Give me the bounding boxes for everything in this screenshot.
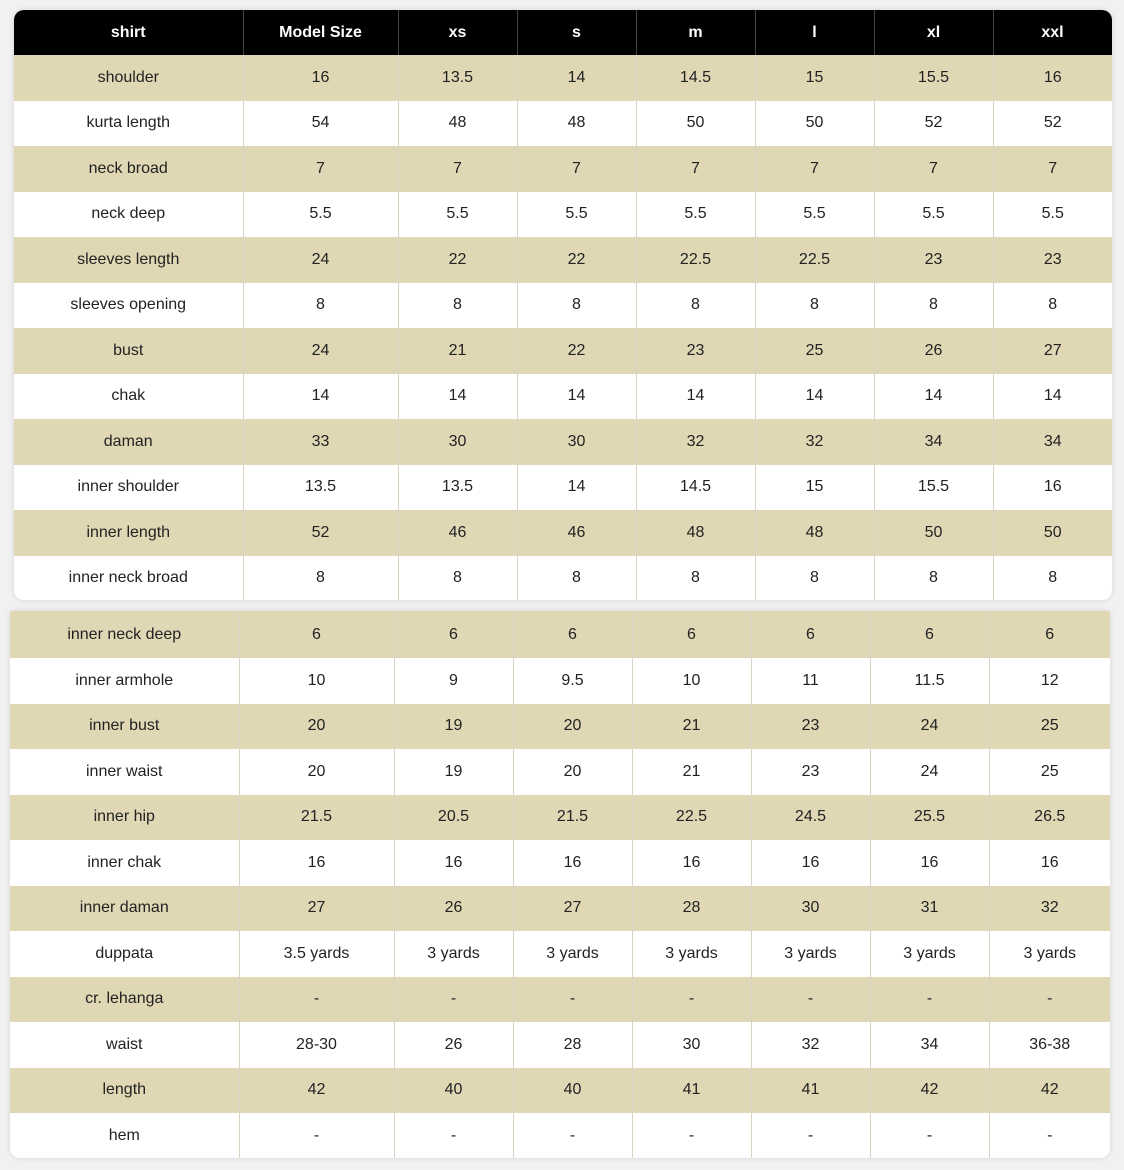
cell-inner-shoulder-xl: 15.5 xyxy=(874,465,993,511)
cell-inner-neck-deep-m: 6 xyxy=(632,611,751,658)
cell-inner-chak-l: 16 xyxy=(751,840,870,886)
row-label-inner-chak: inner chak xyxy=(10,840,239,886)
table-row xyxy=(10,1113,1110,1158)
cell-inner-neck-deep-model-size: 6 xyxy=(239,611,394,658)
cell-inner-hip-m: 22.5 xyxy=(632,795,751,841)
row-label-hem: hem xyxy=(10,1113,239,1158)
table-row xyxy=(10,704,1110,750)
cell-neck-deep-l: 5.5 xyxy=(755,192,874,238)
cell-inner-neck-deep-s: 6 xyxy=(513,611,632,658)
cell-duppata-xxl: 3 yards xyxy=(989,931,1110,977)
table-row xyxy=(10,886,1110,932)
cell-inner-length-xxl: 50 xyxy=(993,510,1112,556)
row-label-waist: waist xyxy=(10,1022,239,1068)
cell-inner-shoulder-m: 14.5 xyxy=(636,465,755,511)
cell-inner-armhole-s: 9.5 xyxy=(513,658,632,704)
cell-kurta-length-xl: 52 xyxy=(874,101,993,147)
cell-inner-length-m: 48 xyxy=(636,510,755,556)
cell-duppata-xl: 3 yards xyxy=(870,931,989,977)
cell-neck-deep-m: 5.5 xyxy=(636,192,755,238)
cell-inner-waist-xl: 24 xyxy=(870,749,989,795)
column-header-shirt: shirt xyxy=(14,10,243,55)
cell-inner-shoulder-l: 15 xyxy=(755,465,874,511)
table-row xyxy=(14,374,1112,420)
cell-waist-s: 28 xyxy=(513,1022,632,1068)
cell-neck-deep-xs: 5.5 xyxy=(398,192,517,238)
cell-hem-model-size: - xyxy=(239,1113,394,1158)
row-label-inner-bust: inner bust xyxy=(10,704,239,750)
table-row xyxy=(10,931,1110,977)
cell-inner-length-l: 48 xyxy=(755,510,874,556)
cell-inner-daman-m: 28 xyxy=(632,886,751,932)
cell-kurta-length-model-size: 54 xyxy=(243,101,398,147)
cell-chak-s: 14 xyxy=(517,374,636,420)
cell-cr-lehanga-s: - xyxy=(513,977,632,1023)
cell-inner-bust-m: 21 xyxy=(632,704,751,750)
cell-bust-model-size: 24 xyxy=(243,328,398,374)
cell-cr-lehanga-model-size: - xyxy=(239,977,394,1023)
cell-waist-xs: 26 xyxy=(394,1022,513,1068)
cell-inner-neck-broad-l: 8 xyxy=(755,556,874,601)
cell-sleeves-length-model-size: 24 xyxy=(243,237,398,283)
row-label-bust: bust xyxy=(14,328,243,374)
cell-duppata-m: 3 yards xyxy=(632,931,751,977)
cell-neck-deep-xxl: 5.5 xyxy=(993,192,1112,238)
table-row xyxy=(14,419,1112,465)
table-row xyxy=(14,192,1112,238)
cell-duppata-model-size: 3.5 yards xyxy=(239,931,394,977)
cell-length-model-size: 42 xyxy=(239,1068,394,1114)
cell-inner-waist-s: 20 xyxy=(513,749,632,795)
cell-hem-xl: - xyxy=(870,1113,989,1158)
cell-shoulder-xxl: 16 xyxy=(993,55,1112,101)
cell-inner-length-model-size: 52 xyxy=(243,510,398,556)
cell-cr-lehanga-l: - xyxy=(751,977,870,1023)
cell-inner-neck-deep-xs: 6 xyxy=(394,611,513,658)
cell-inner-armhole-model-size: 10 xyxy=(239,658,394,704)
cell-shoulder-l: 15 xyxy=(755,55,874,101)
cell-daman-xxl: 34 xyxy=(993,419,1112,465)
cell-inner-shoulder-model-size: 13.5 xyxy=(243,465,398,511)
row-label-sleeves-opening: sleeves opening xyxy=(14,283,243,329)
cell-kurta-length-xxl: 52 xyxy=(993,101,1112,147)
table-row xyxy=(10,977,1110,1023)
cell-duppata-xs: 3 yards xyxy=(394,931,513,977)
cell-inner-chak-model-size: 16 xyxy=(239,840,394,886)
cell-daman-xs: 30 xyxy=(398,419,517,465)
cell-inner-neck-broad-xl: 8 xyxy=(874,556,993,601)
cell-sleeves-opening-xs: 8 xyxy=(398,283,517,329)
cell-bust-xxl: 27 xyxy=(993,328,1112,374)
cell-sleeves-length-xl: 23 xyxy=(874,237,993,283)
header-row xyxy=(14,10,1112,55)
cell-neck-deep-s: 5.5 xyxy=(517,192,636,238)
cell-daman-s: 30 xyxy=(517,419,636,465)
cell-duppata-s: 3 yards xyxy=(513,931,632,977)
cell-bust-xl: 26 xyxy=(874,328,993,374)
cell-shoulder-xs: 13.5 xyxy=(398,55,517,101)
cell-inner-daman-l: 30 xyxy=(751,886,870,932)
cell-kurta-length-xs: 48 xyxy=(398,101,517,147)
table-row xyxy=(10,840,1110,886)
row-label-inner-hip: inner hip xyxy=(10,795,239,841)
cell-inner-bust-l: 23 xyxy=(751,704,870,750)
cell-chak-xxl: 14 xyxy=(993,374,1112,420)
cell-length-m: 41 xyxy=(632,1068,751,1114)
cell-inner-waist-model-size: 20 xyxy=(239,749,394,795)
cell-kurta-length-m: 50 xyxy=(636,101,755,147)
cell-sleeves-opening-m: 8 xyxy=(636,283,755,329)
cell-shoulder-m: 14.5 xyxy=(636,55,755,101)
row-label-inner-daman: inner daman xyxy=(10,886,239,932)
cell-chak-l: 14 xyxy=(755,374,874,420)
cell-length-l: 41 xyxy=(751,1068,870,1114)
cell-neck-broad-s: 7 xyxy=(517,146,636,192)
cell-inner-length-s: 46 xyxy=(517,510,636,556)
cell-daman-xl: 34 xyxy=(874,419,993,465)
cell-sleeves-length-l: 22.5 xyxy=(755,237,874,283)
cell-hem-m: - xyxy=(632,1113,751,1158)
cell-hem-xxl: - xyxy=(989,1113,1110,1158)
table-row xyxy=(10,658,1110,704)
cell-inner-hip-xl: 25.5 xyxy=(870,795,989,841)
row-label-inner-shoulder: inner shoulder xyxy=(14,465,243,511)
cell-inner-hip-model-size: 21.5 xyxy=(239,795,394,841)
cell-neck-broad-xl: 7 xyxy=(874,146,993,192)
cell-cr-lehanga-xl: - xyxy=(870,977,989,1023)
cell-inner-shoulder-s: 14 xyxy=(517,465,636,511)
cell-daman-m: 32 xyxy=(636,419,755,465)
cell-neck-broad-m: 7 xyxy=(636,146,755,192)
cell-inner-neck-deep-l: 6 xyxy=(751,611,870,658)
cell-waist-model-size: 28-30 xyxy=(239,1022,394,1068)
table-row xyxy=(14,146,1112,192)
cell-inner-neck-deep-xl: 6 xyxy=(870,611,989,658)
cell-waist-xxl: 36-38 xyxy=(989,1022,1110,1068)
row-label-inner-armhole: inner armhole xyxy=(10,658,239,704)
cell-inner-shoulder-xxl: 16 xyxy=(993,465,1112,511)
table-row xyxy=(14,328,1112,374)
cell-neck-deep-model-size: 5.5 xyxy=(243,192,398,238)
size-chart-top-panel xyxy=(14,10,1112,600)
column-header-xl: xl xyxy=(874,10,993,55)
cell-inner-daman-xs: 26 xyxy=(394,886,513,932)
cell-inner-chak-xl: 16 xyxy=(870,840,989,886)
cell-inner-hip-l: 24.5 xyxy=(751,795,870,841)
cell-neck-broad-xs: 7 xyxy=(398,146,517,192)
cell-bust-m: 23 xyxy=(636,328,755,374)
cell-inner-daman-s: 27 xyxy=(513,886,632,932)
cell-inner-neck-broad-xxl: 8 xyxy=(993,556,1112,601)
cell-kurta-length-s: 48 xyxy=(517,101,636,147)
cell-sleeves-opening-s: 8 xyxy=(517,283,636,329)
cell-sleeves-opening-model-size: 8 xyxy=(243,283,398,329)
cell-chak-m: 14 xyxy=(636,374,755,420)
cell-neck-broad-xxl: 7 xyxy=(993,146,1112,192)
cell-inner-bust-model-size: 20 xyxy=(239,704,394,750)
cell-waist-m: 30 xyxy=(632,1022,751,1068)
column-header-l: l xyxy=(755,10,874,55)
cell-shoulder-model-size: 16 xyxy=(243,55,398,101)
cell-inner-bust-xs: 19 xyxy=(394,704,513,750)
size-chart-bottom-panel xyxy=(10,611,1110,1158)
cell-length-s: 40 xyxy=(513,1068,632,1114)
cell-sleeves-length-s: 22 xyxy=(517,237,636,283)
cell-inner-neck-broad-m: 8 xyxy=(636,556,755,601)
column-header-model-size: Model Size xyxy=(243,10,398,55)
cell-sleeves-length-m: 22.5 xyxy=(636,237,755,283)
row-label-inner-waist: inner waist xyxy=(10,749,239,795)
cell-inner-daman-xxl: 32 xyxy=(989,886,1110,932)
cell-inner-armhole-xxl: 12 xyxy=(989,658,1110,704)
cell-sleeves-length-xs: 22 xyxy=(398,237,517,283)
table-row xyxy=(10,611,1110,658)
cell-inner-hip-xs: 20.5 xyxy=(394,795,513,841)
cell-inner-daman-xl: 31 xyxy=(870,886,989,932)
row-label-neck-deep: neck deep xyxy=(14,192,243,238)
row-label-cr-lehanga: cr. lehanga xyxy=(10,977,239,1023)
cell-inner-armhole-xl: 11.5 xyxy=(870,658,989,704)
cell-hem-xs: - xyxy=(394,1113,513,1158)
cell-hem-l: - xyxy=(751,1113,870,1158)
cell-inner-chak-m: 16 xyxy=(632,840,751,886)
column-header-m: m xyxy=(636,10,755,55)
row-label-kurta-length: kurta length xyxy=(14,101,243,147)
cell-inner-armhole-xs: 9 xyxy=(394,658,513,704)
cell-sleeves-opening-xl: 8 xyxy=(874,283,993,329)
cell-waist-xl: 34 xyxy=(870,1022,989,1068)
cell-inner-chak-s: 16 xyxy=(513,840,632,886)
cell-sleeves-opening-xxl: 8 xyxy=(993,283,1112,329)
cell-bust-l: 25 xyxy=(755,328,874,374)
cell-waist-l: 32 xyxy=(751,1022,870,1068)
cell-inner-daman-model-size: 27 xyxy=(239,886,394,932)
column-header-xs: xs xyxy=(398,10,517,55)
table-row xyxy=(10,795,1110,841)
cell-inner-armhole-m: 10 xyxy=(632,658,751,704)
cell-neck-deep-xl: 5.5 xyxy=(874,192,993,238)
cell-inner-waist-xxl: 25 xyxy=(989,749,1110,795)
row-label-length: length xyxy=(10,1068,239,1114)
cell-chak-xs: 14 xyxy=(398,374,517,420)
cell-inner-waist-l: 23 xyxy=(751,749,870,795)
row-label-inner-length: inner length xyxy=(14,510,243,556)
table-row xyxy=(14,101,1112,147)
column-header-xxl: xxl xyxy=(993,10,1112,55)
table-row xyxy=(10,1022,1110,1068)
cell-inner-armhole-l: 11 xyxy=(751,658,870,704)
cell-daman-model-size: 33 xyxy=(243,419,398,465)
cell-inner-waist-m: 21 xyxy=(632,749,751,795)
table-row xyxy=(14,465,1112,511)
table-row xyxy=(14,55,1112,101)
row-label-sleeves-length: sleeves length xyxy=(14,237,243,283)
row-label-daman: daman xyxy=(14,419,243,465)
cell-length-xxl: 42 xyxy=(989,1068,1110,1114)
cell-shoulder-xl: 15.5 xyxy=(874,55,993,101)
cell-inner-length-xl: 50 xyxy=(874,510,993,556)
cell-sleeves-opening-l: 8 xyxy=(755,283,874,329)
table-row xyxy=(10,1068,1110,1114)
row-label-chak: chak xyxy=(14,374,243,420)
cell-inner-neck-broad-model-size: 8 xyxy=(243,556,398,601)
cell-bust-xs: 21 xyxy=(398,328,517,374)
row-label-neck-broad: neck broad xyxy=(14,146,243,192)
cell-inner-length-xs: 46 xyxy=(398,510,517,556)
table-row xyxy=(10,749,1110,795)
cell-duppata-l: 3 yards xyxy=(751,931,870,977)
cell-inner-chak-xxl: 16 xyxy=(989,840,1110,886)
cell-chak-model-size: 14 xyxy=(243,374,398,420)
size-chart-table-bottom xyxy=(10,611,1110,1158)
cell-inner-neck-deep-xxl: 6 xyxy=(989,611,1110,658)
cell-inner-bust-s: 20 xyxy=(513,704,632,750)
cell-cr-lehanga-m: - xyxy=(632,977,751,1023)
cell-sleeves-length-xxl: 23 xyxy=(993,237,1112,283)
cell-inner-neck-broad-s: 8 xyxy=(517,556,636,601)
cell-shoulder-s: 14 xyxy=(517,55,636,101)
row-label-inner-neck-deep: inner neck deep xyxy=(10,611,239,658)
cell-neck-broad-model-size: 7 xyxy=(243,146,398,192)
cell-inner-neck-broad-xs: 8 xyxy=(398,556,517,601)
cell-length-xs: 40 xyxy=(394,1068,513,1114)
row-label-shoulder: shoulder xyxy=(14,55,243,101)
cell-chak-xl: 14 xyxy=(874,374,993,420)
table-row xyxy=(14,283,1112,329)
cell-inner-bust-xxl: 25 xyxy=(989,704,1110,750)
cell-bust-s: 22 xyxy=(517,328,636,374)
row-label-duppata: duppata xyxy=(10,931,239,977)
cell-neck-broad-l: 7 xyxy=(755,146,874,192)
cell-kurta-length-l: 50 xyxy=(755,101,874,147)
table-row xyxy=(14,237,1112,283)
table-row xyxy=(14,556,1112,601)
cell-daman-l: 32 xyxy=(755,419,874,465)
column-header-s: s xyxy=(517,10,636,55)
cell-cr-lehanga-xs: - xyxy=(394,977,513,1023)
cell-cr-lehanga-xxl: - xyxy=(989,977,1110,1023)
cell-length-xl: 42 xyxy=(870,1068,989,1114)
cell-inner-shoulder-xs: 13.5 xyxy=(398,465,517,511)
row-label-inner-neck-broad: inner neck broad xyxy=(14,556,243,601)
cell-inner-waist-xs: 19 xyxy=(394,749,513,795)
cell-inner-bust-xl: 24 xyxy=(870,704,989,750)
size-chart-table-top xyxy=(14,10,1112,600)
cell-inner-chak-xs: 16 xyxy=(394,840,513,886)
table-row xyxy=(14,510,1112,556)
cell-hem-s: - xyxy=(513,1113,632,1158)
cell-inner-hip-xxl: 26.5 xyxy=(989,795,1110,841)
cell-inner-hip-s: 21.5 xyxy=(513,795,632,841)
